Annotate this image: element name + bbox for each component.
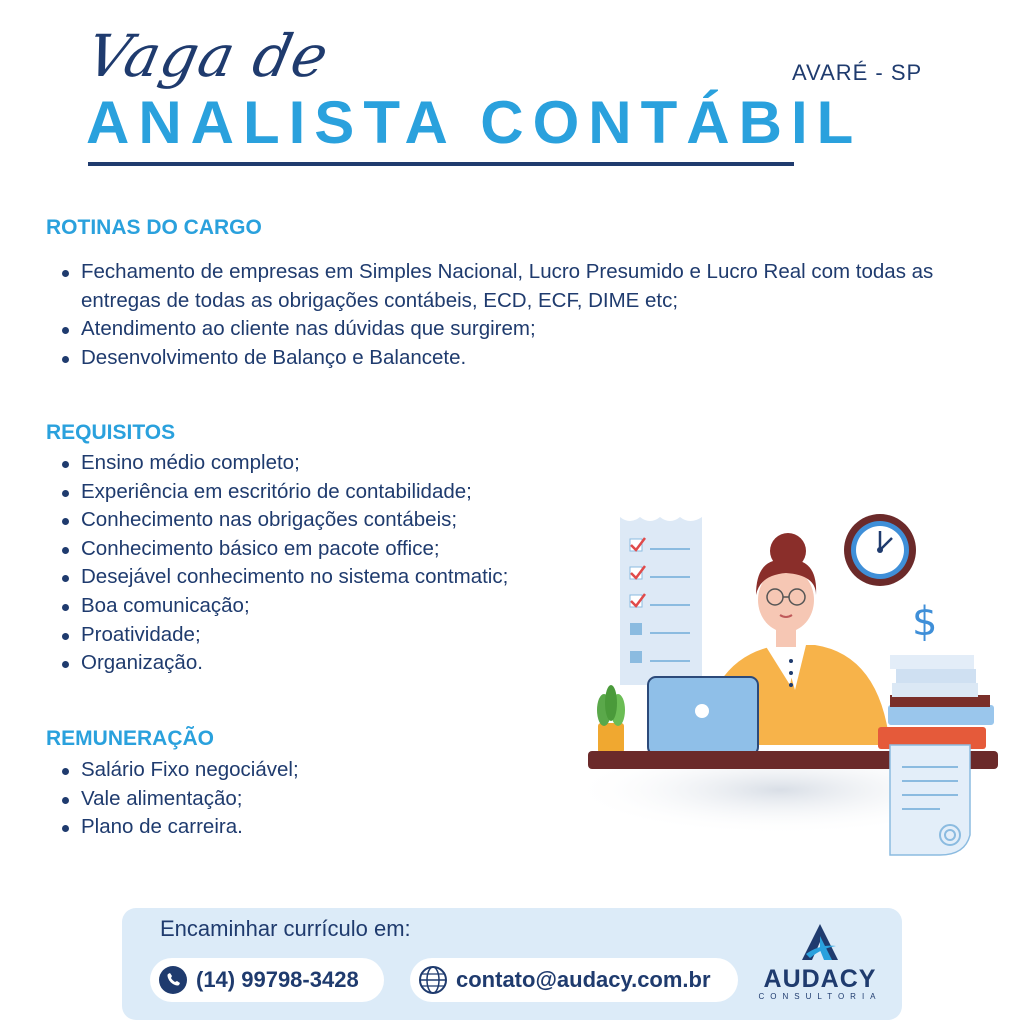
audacy-logo — [758, 922, 882, 1008]
list-item: Fechamento de empresas em Simples Nacional, Lucro Presumido e Lucro Real com todas as entregas de todas as obrigações contábeis, ECD, ECF, DIME etc; — [56, 258, 936, 315]
compensation-heading: REMUNERAÇÃO — [46, 727, 214, 750]
contact-prompt: Encaminhar currículo em: — [160, 916, 411, 941]
compensation-list — [56, 756, 596, 842]
laptop-icon — [648, 677, 758, 755]
list-item: Vale alimentação; — [56, 785, 596, 814]
accountant-illustration — [580, 505, 1010, 865]
list-item: Organização. — [56, 649, 596, 678]
list-item: Atendimento ao cliente nas dúvidas que surgirem; — [56, 315, 936, 344]
list-item: Conhecimento básico em pacote office; — [56, 535, 596, 564]
list-item: Desejável conhecimento no sistema contmatic; — [56, 563, 596, 592]
list-item: Plano de carreira. — [56, 813, 596, 842]
list-item: Conhecimento nas obrigações contábeis; — [56, 506, 596, 535]
requirements-heading: REQUISITOS — [46, 421, 176, 444]
logo-name: AUDACY — [763, 965, 877, 993]
phone-pill[interactable] — [150, 958, 384, 1002]
scroll-document-icon — [890, 745, 970, 855]
requirements-list — [56, 449, 596, 678]
list-item: Desenvolvimento de Balanço e Balancete. — [56, 344, 936, 373]
books-stack-icon — [878, 655, 994, 749]
script-title: Vaga de — [80, 22, 335, 90]
routines-heading: ROTINAS DO CARGO — [46, 216, 262, 239]
phone-number[interactable]: (14) 99798-3428 — [196, 967, 359, 992]
list-item: Experiência em escritório de contabilidade; — [56, 478, 596, 507]
list-item: Ensino médio completo; — [56, 449, 596, 478]
email-address[interactable]: contato@audacy.com.br — [456, 967, 711, 992]
phone-icon — [158, 965, 188, 995]
email-pill[interactable] — [410, 958, 738, 1002]
globe-www-icon — [418, 965, 448, 995]
list-item: Boa comunicação; — [56, 592, 596, 621]
list-item: Proatividade; — [56, 621, 596, 650]
title-underline — [88, 162, 794, 166]
checklist-icon — [620, 517, 702, 685]
location: AVARÉ - SP — [792, 60, 923, 85]
plant-icon — [597, 685, 625, 753]
logo-subtitle: CONSULTORIA — [758, 992, 882, 1001]
routines-list — [56, 258, 936, 372]
clock-icon — [844, 514, 916, 586]
list-item: Salário Fixo negociável; — [56, 756, 596, 785]
job-title: ANALISTA CONTÁBIL — [86, 89, 863, 156]
dollar-icon: $ — [912, 599, 938, 645]
audacy-logo-mark-icon — [798, 922, 842, 962]
